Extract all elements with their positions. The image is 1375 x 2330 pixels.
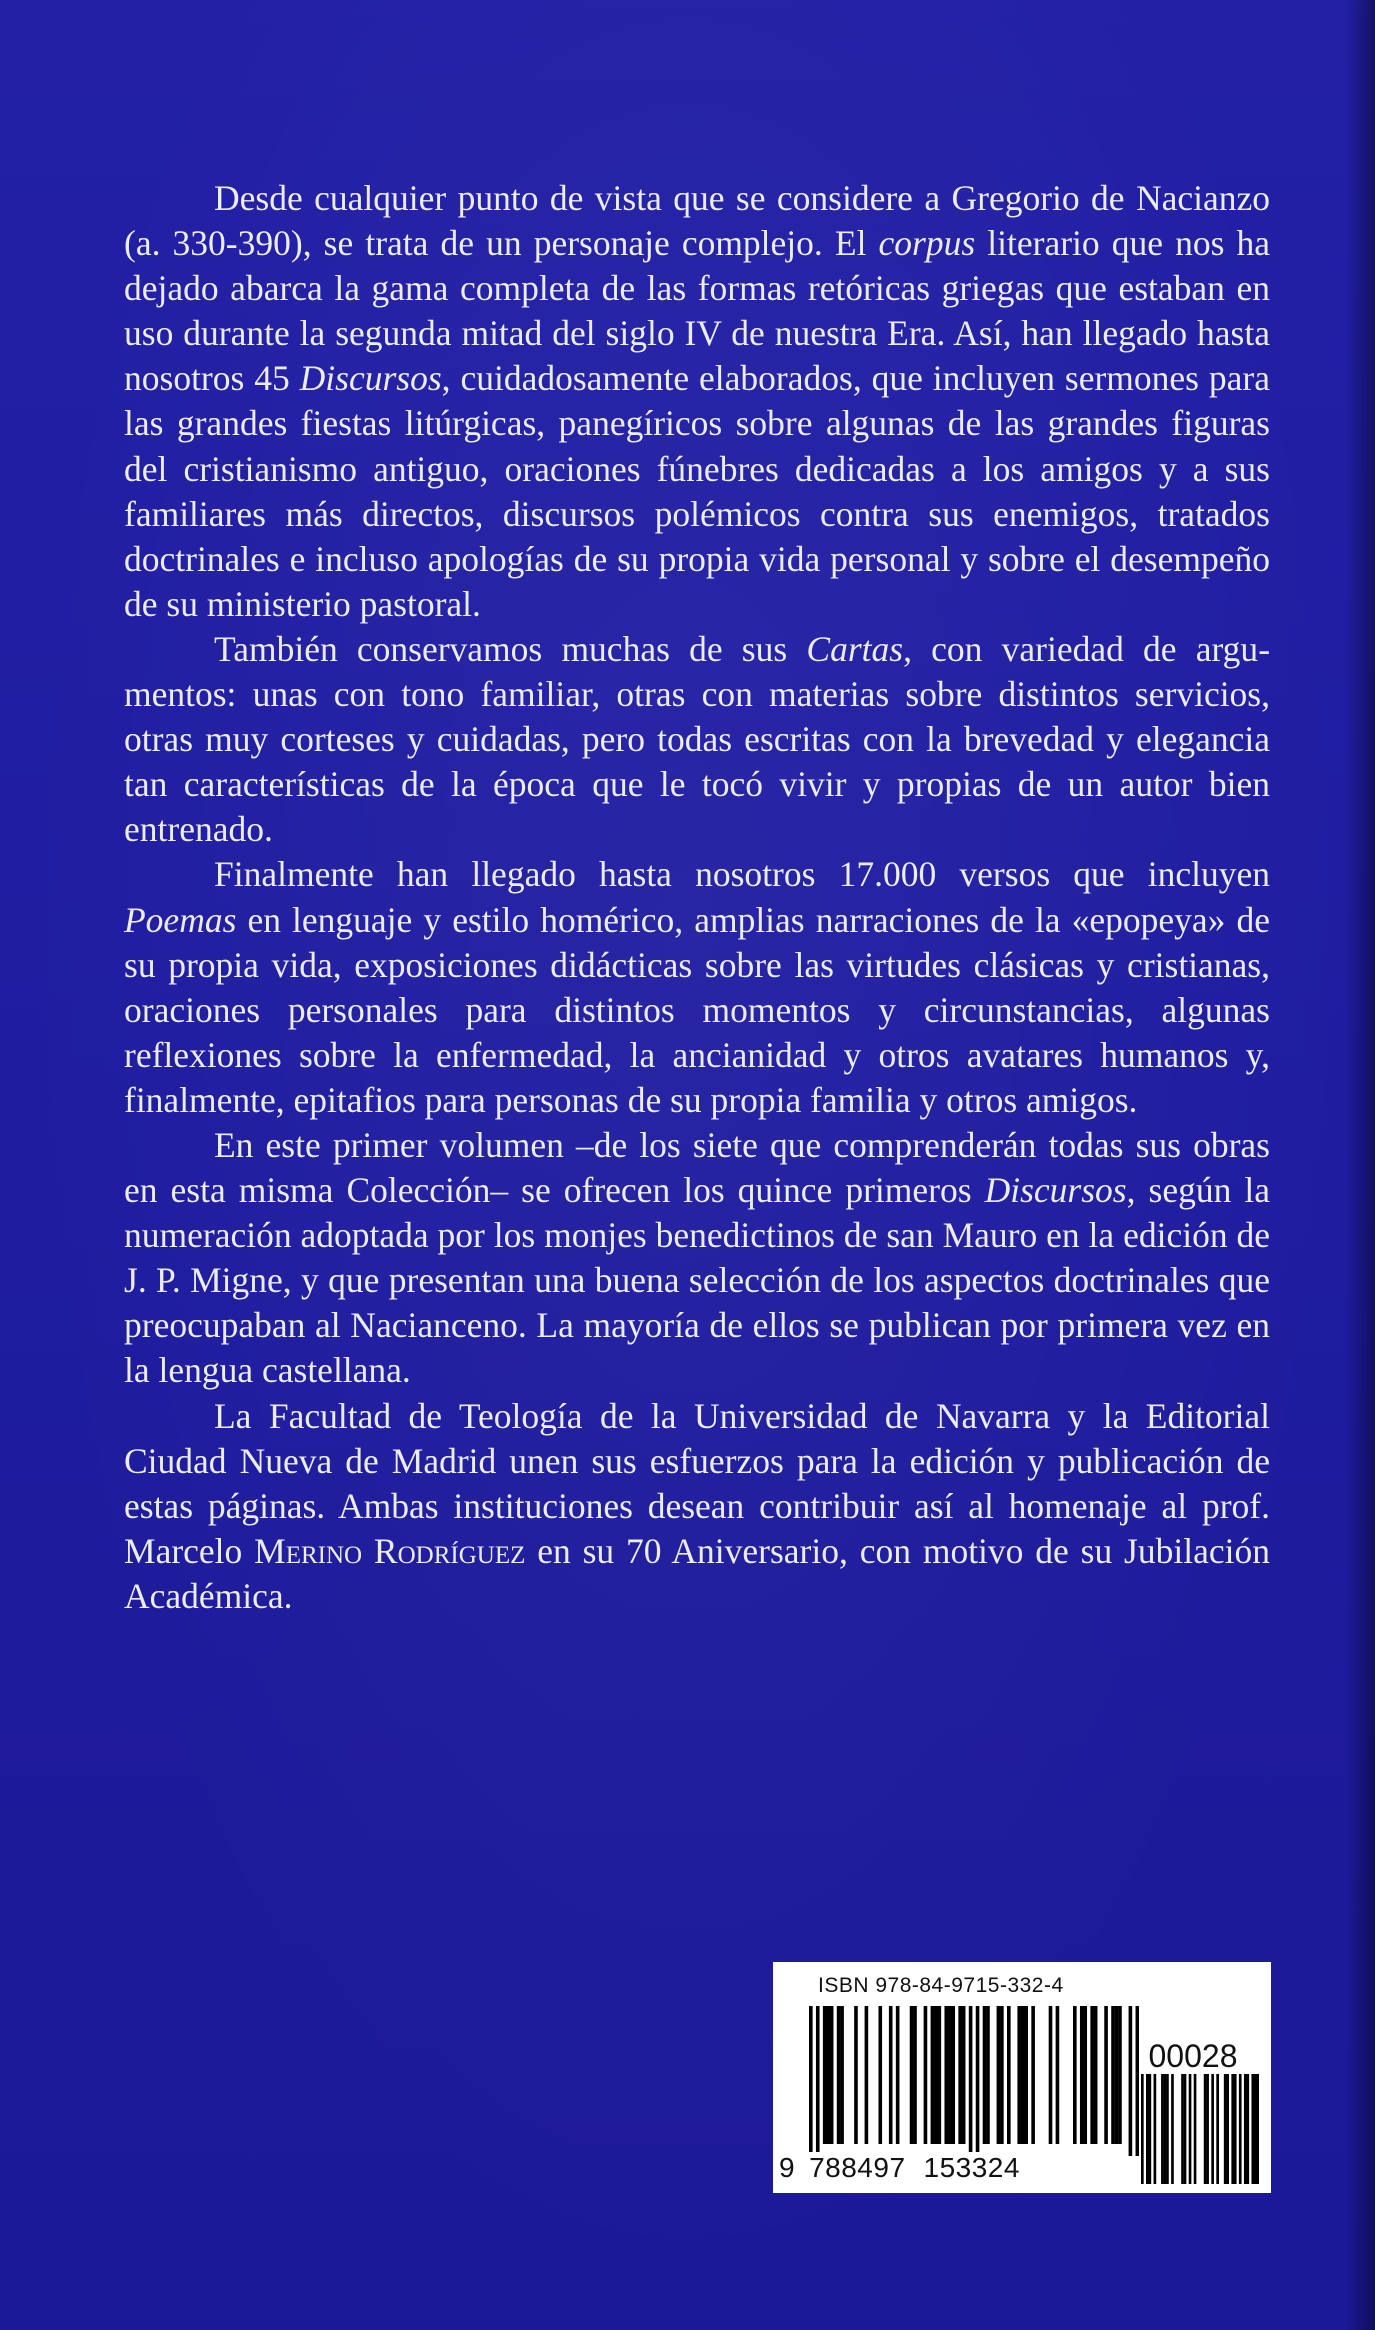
addon-bar	[1224, 2074, 1227, 2184]
addon-bar	[1194, 2074, 1197, 2184]
text-run: , según la numeración adoptada por los monjes benedictinos de san Mauro en la edición de J. P. Migne, y que presentan una buena selección de los aspectos doctrinales que preocupaban al Nacianceno. La mayoría de ellos se publican por primera vez en la lengua castellana.	[124, 1170, 1270, 1391]
barcode-bar	[1021, 2006, 1025, 2144]
addon-bar	[1184, 2074, 1187, 2184]
barcode-bar	[910, 2006, 914, 2144]
barcode-bar	[1136, 2006, 1139, 2156]
barcode-bar	[1031, 2006, 1035, 2144]
text-run: Desde cualquier punto de vista que se considere a Gregorio de Nacianzo (a. 330-390), se trata de un personaje complejo. El	[124, 178, 1270, 264]
addon-bar	[1154, 2074, 1157, 2184]
author-name: Merino Rodríguez	[254, 1530, 526, 1571]
barcode-bar	[837, 2006, 841, 2144]
addon-bar	[1149, 2074, 1152, 2184]
ean-digits	[779, 2152, 1020, 2184]
italic-title: Discursos	[984, 1170, 1127, 1211]
barcode-bar	[976, 2006, 980, 2156]
barcode-bar	[938, 2006, 942, 2144]
barcode-bar	[1000, 2006, 1004, 2144]
addon-bar	[1234, 2074, 1237, 2184]
barcode-bar	[823, 2006, 827, 2144]
addon-bar	[1161, 2074, 1164, 2184]
addon-bar	[1239, 2074, 1242, 2184]
addon-bar	[1166, 2074, 1169, 2184]
blurb-paragraph	[124, 1123, 1270, 1394]
barcode-bar	[986, 2006, 990, 2144]
text-run: En este primer volumen –de los siete que comprenderán todas sus obras en esta misma Colección– se ofrecen los quince primeros	[124, 1124, 1270, 1211]
addon-bar	[1204, 2074, 1207, 2184]
barcode-bar	[865, 2006, 869, 2144]
text-run: , con variedad de argumentos: unas con tono familiar, otras con materias sobre distintos servicios, otras muy corteses y cuidadas, pero todas escritas con la brevedad y elegancia tan características de la época que le tocó vivir y propias de un autor bien entrenado.	[124, 628, 1271, 850]
addon-bar	[1226, 2074, 1229, 2184]
barcode-bar	[1007, 2006, 1011, 2144]
addon-bar	[1206, 2074, 1209, 2184]
italic-title: Discursos	[299, 358, 442, 399]
addon-bar	[1216, 2074, 1219, 2184]
barcode-bar	[934, 2006, 938, 2144]
barcode-bar	[826, 2006, 830, 2144]
addon-barcode	[1141, 2074, 1259, 2184]
text-run: en su 70 Aniversario, con motivo de su Jubilación Académica.	[124, 1530, 1270, 1616]
barcode-bar	[983, 2006, 987, 2144]
barcode-bar	[962, 2006, 966, 2144]
barcode-bar	[1017, 2006, 1021, 2144]
ean-first-digit: 9	[779, 2152, 796, 2183]
isbn-number: ISBN 978-84-9715-332-4	[818, 1974, 1064, 1997]
addon-bar	[1211, 2074, 1214, 2184]
text-run: , cuidadosamente elaborados, que incluyen sermones para las grandes fiestas litúrgicas, panegíricos sobre algunas de las grandes figuras del cristianismo antiguo, oraciones fúnebres dedicadas a los amigos y a sus familiares más directos, discursos polémicos contra sus enemigos, tratados doctrinales e incluso apologías de su propia vida personal y sobre el desempeño de su ministerio pastoral.	[124, 358, 1270, 624]
text-run: La Facultad de Teología de la Universidad de Navarra y la Editorial Ciudad Nueva de Madrid unen sus esfuerzos para la edición y publicación de estas páginas. Ambas instituciones desean contribuir así al homenaje al prof. Marcelo	[124, 1395, 1270, 1571]
addon-bar	[1141, 2074, 1144, 2184]
spine-shadow	[1345, 0, 1375, 2330]
barcode-bar	[944, 2006, 948, 2144]
blurb-paragraph	[124, 627, 1270, 852]
barcode-bar	[816, 2006, 820, 2156]
barcode-bar	[1056, 2006, 1060, 2144]
barcode-bar	[896, 2006, 900, 2144]
barcode-bar	[1104, 2006, 1108, 2144]
barcode-bar	[1080, 2006, 1084, 2144]
barcode-bar	[889, 2006, 893, 2144]
text-run: literario que nos ha dejado abarca la gama completa de las formas retóricas griegas que estaban en uso durante la segunda mitad del siglo IV de nuestra Era. Así, han llegado hasta nosotros 45	[124, 223, 1271, 399]
barcode-bar	[1118, 2006, 1122, 2144]
ean-right-group: 153324	[923, 2152, 1020, 2183]
blurb-paragraph	[124, 176, 1270, 627]
barcode-bar	[830, 2006, 834, 2144]
barcode-bar	[1049, 2006, 1053, 2144]
barcode-bar	[958, 2006, 962, 2144]
italic-title: Cartas	[806, 628, 904, 669]
italic-title: corpus	[878, 223, 976, 264]
barcode-bar	[840, 2006, 844, 2144]
barcode-bar	[1129, 2006, 1133, 2156]
back-cover-blurb	[124, 176, 1270, 1619]
addon-bar	[1171, 2074, 1174, 2184]
blurb-paragraph	[124, 1394, 1270, 1619]
barcode-bar	[948, 2006, 952, 2144]
addon-bar	[1246, 2074, 1249, 2184]
barcode-bar	[854, 2006, 858, 2144]
barcode-bar	[913, 2006, 917, 2144]
addon-bar	[1146, 2074, 1149, 2184]
barcode-bar	[1111, 2006, 1115, 2144]
isbn-barcode-label	[773, 1962, 1271, 2193]
barcode-bar	[924, 2006, 928, 2144]
barcode-bar	[969, 2006, 973, 2156]
addon-bar	[1251, 2074, 1254, 2184]
text-run: También conservamos muchas de sus	[214, 628, 807, 669]
barcode-bar	[878, 2006, 882, 2144]
italic-title: Poemas	[124, 899, 237, 940]
barcode-bar	[931, 2006, 935, 2144]
addon-bar	[1254, 2074, 1257, 2184]
barcode-bar	[1073, 2006, 1077, 2144]
ean13-barcode	[809, 2006, 1139, 2156]
addon-bar	[1189, 2074, 1192, 2184]
barcode-bar	[1094, 2006, 1098, 2144]
ean-left-group: 788497	[809, 2152, 906, 2183]
blurb-paragraph	[124, 852, 1270, 1123]
addon-bar	[1256, 2074, 1259, 2184]
addon-bar	[1231, 2074, 1234, 2184]
addon-bar	[1244, 2074, 1247, 2184]
barcode-bar	[1115, 2006, 1119, 2144]
barcode-bar	[1024, 2006, 1028, 2144]
addon-bar	[1164, 2074, 1167, 2184]
barcode-bar	[1090, 2006, 1094, 2144]
text-run: en lenguaje y estilo homérico, amplias narraciones de la «epopeya» de su propia vida, exposiciones didácticas sobre las virtudes clásicas y cristianas, oraciones personales para distintos momentos y circunstancias, algunas reflexiones sobre la enfermedad, la ancianidad y otros avatares humanos y, finalmente, epitafios para personas de su propia familia y otros amigos.	[124, 899, 1270, 1120]
addon-code: 00028	[1148, 2038, 1238, 2074]
addon-bar	[1181, 2074, 1184, 2184]
barcode-bar	[951, 2006, 955, 2144]
barcode-bar	[1083, 2006, 1087, 2144]
barcode-bar	[809, 2006, 813, 2156]
text-run: Finalmente han llegado hasta nosotros 17.000 versos que incluyen	[214, 854, 1270, 895]
barcode-bar	[997, 2006, 1001, 2144]
